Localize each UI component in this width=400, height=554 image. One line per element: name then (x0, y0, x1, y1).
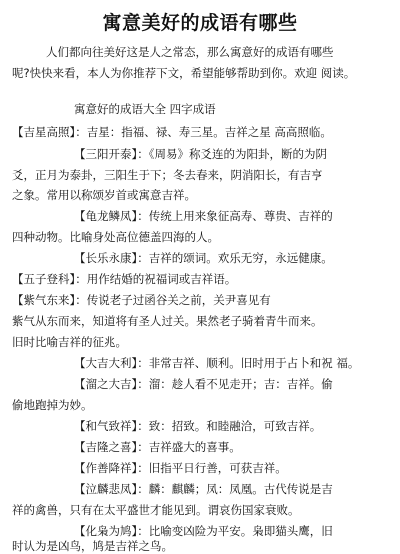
text-line: 之象。常用以称颂岁首或寓意吉祥。 (12, 188, 196, 202)
text-line: 紫气从东而来，知道将有圣人过关。果然老子骑着青牛而来。 (12, 314, 323, 328)
page-title: 寓意美好的成语有哪些 (102, 12, 298, 34)
text-line: 四种动物。比喻身处高位德盖四海的人。 (12, 230, 219, 244)
text-line: 【和气致祥】：致：招致。和睦融洽，可致吉祥。 (74, 419, 322, 433)
text-line: 【溜之大吉】：溜：趁人看不见走开；吉：吉祥。偷 (74, 377, 333, 391)
text-line: 【作善降祥】：旧指平日行善，可获吉祥。 (74, 461, 287, 475)
text-line: 【五子登科】：用作结婚的祝福词或吉祥语。 (12, 272, 237, 286)
text-line: 【吉隆之喜】：吉祥盛大的喜事。 (74, 440, 241, 454)
text-line: 【吉星高照】：吉星：指福、禄、寿三星。吉祥之星 高高照临。 (12, 125, 332, 139)
text-line: 【泣麟悲凤】：麟：麒麟；凤：凤凰。古代传说是吉 (74, 482, 333, 496)
intro-line: 人们都向往美好这是人之常态，那么寓意好的成语有哪些 (46, 45, 334, 59)
text-line: 【紫气东来】：传说老子过函谷关之前，关尹喜见有 (12, 293, 271, 307)
text-line: 偷地跑掉为妙。 (12, 398, 93, 412)
text-line: 祥的禽兽，只有在太平盛世才能见到。谓哀伤国家衰败。 (12, 503, 300, 517)
section-heading: 寓意好的成语大全 四字成语 (74, 102, 216, 116)
text-line: 旧时比喻吉祥的征兆。 (12, 335, 127, 349)
text-line: 【化枭为鸠】：比喻变凶险为平安。枭即猫头鹰，旧 (74, 524, 333, 538)
text-line: 时认为是凶鸟，鸠是吉祥之鸟。 (12, 539, 173, 553)
text-line: 爻，正月为泰卦，三阳生于下；冬去春来，阴消阳长，有吉亨 (12, 168, 323, 182)
text-line: 【三阳开泰】：《周易》称爻连的为阳卦，断的为阴 (74, 147, 327, 161)
text-line: 【长乐永康】：吉祥的颂词。欢乐无穷，永远健康。 (74, 251, 333, 265)
text-line: 【龟龙鳞凤】：传统上用来象征高寿、尊贵、吉祥的 (74, 209, 333, 223)
intro-line: 呢?快快来看，本人为你推荐下文，希望能够帮助到你。欢迎 阅读。 (12, 66, 356, 80)
text-line: 【大吉大利】：非常吉祥、顺利。旧时用于占卜和祝 福。 (74, 356, 360, 370)
